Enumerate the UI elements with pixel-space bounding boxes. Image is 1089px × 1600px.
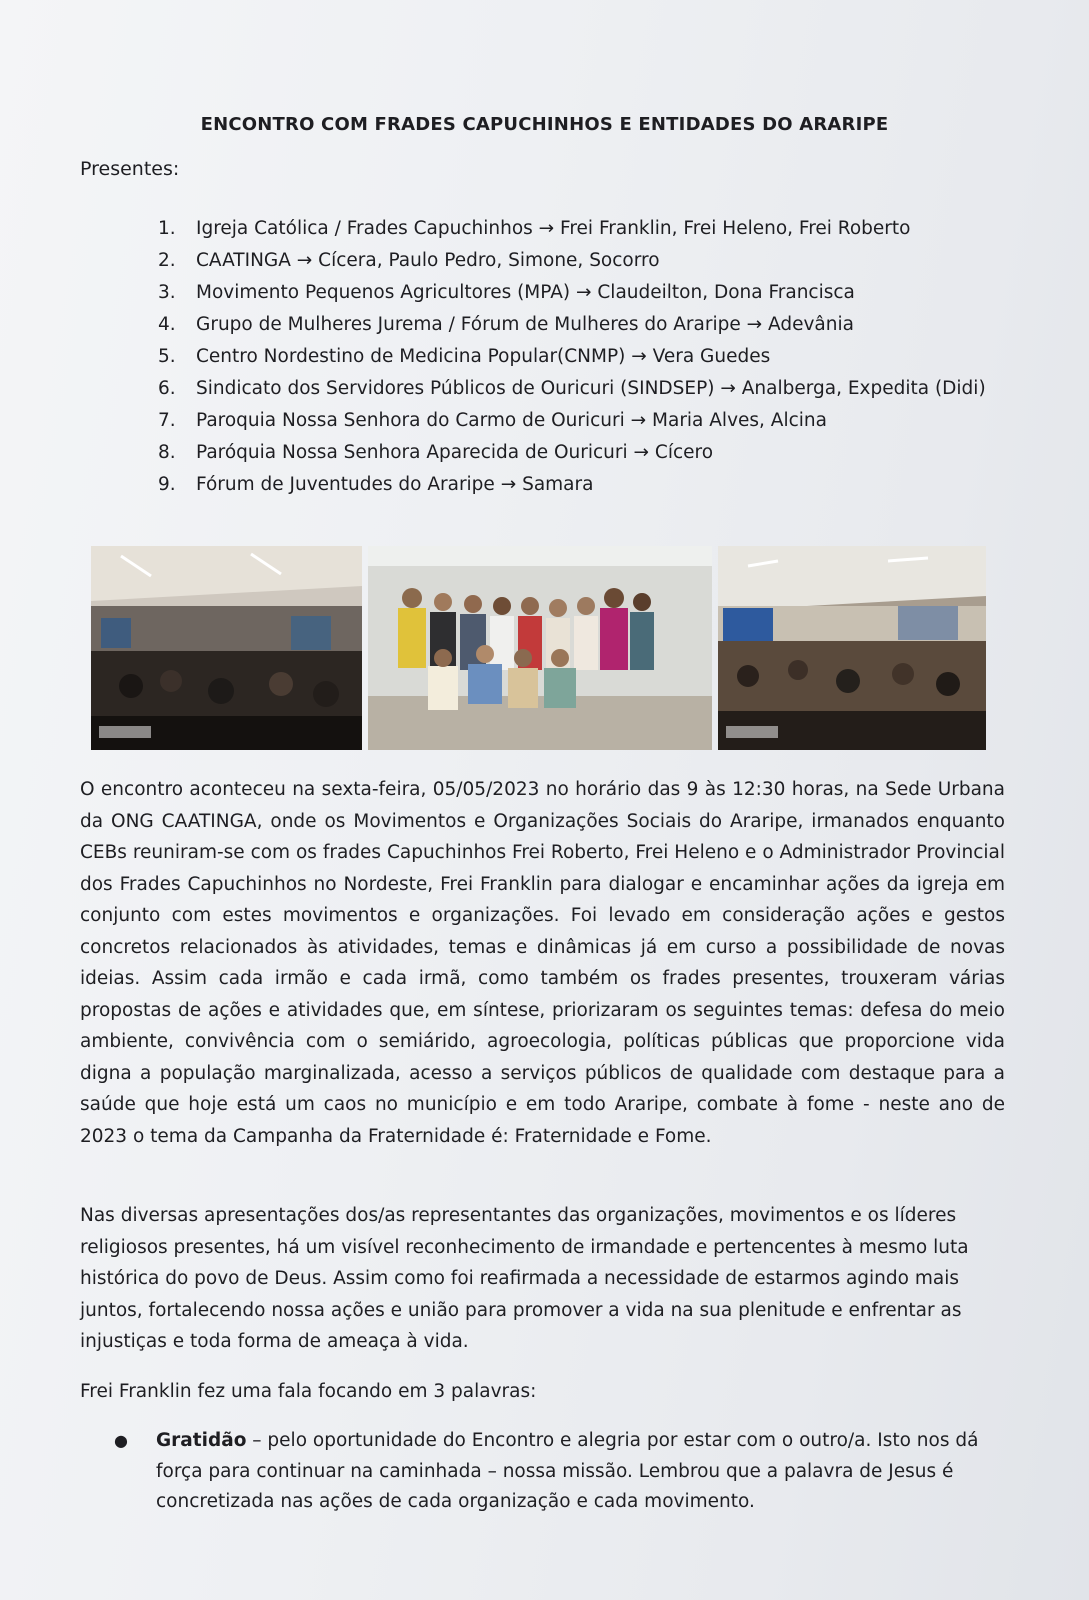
photo-strip [91, 546, 986, 750]
list-item: 4. Grupo de Mulheres Jurema / Fórum de Mulheres do Araripe → Adevânia [158, 314, 854, 335]
list-item: 9. Fórum de Juventudes do Araripe → Samara [158, 474, 594, 495]
meeting-room-photo [91, 546, 362, 750]
list-item: 5. Centro Nordestino de Medicina Popular(CNMP) → Vera Guedes [158, 346, 771, 367]
presentes-label: Presentes: [80, 158, 180, 180]
list-item [114, 1426, 1004, 1518]
list-item: 6. Sindicato dos Servidores Públicos de Ouricuri (SINDSEP) → Analberga, Expedita (Didi) [158, 378, 986, 399]
bullet-text: – pelo oportunidade do Encontro e alegria por estar com o outro/a. Isto nos dá força para continuar na caminhada – nossa missão. Lembrou que a palavra de Jesus é concretizada nas ações de cada organização e cada movimento. [156, 1430, 979, 1512]
list-item: 1. Igreja Católica / Frades Capuchinhos → Frei Franklin, Frei Heleno, Frei Roberto [158, 218, 911, 239]
paragraph-meeting-summary: O encontro aconteceu na sexta-feira, 05/05/2023 no horário das 9 às 12:30 horas, na Sede Urbana da ONG CAATINGA, onde os Movimentos e Organizações Sociais do Araripe, irmanados enquanto CEBs reuniram-se com os frades Capuchinhos Frei Roberto, Frei Heleno e o Administrador Provincial dos Frades Capuchinhos no Nordeste, Frei Franklin para dialogar e encaminhar ações da igreja em conjunto com estes movimentos e organizações. Foi levado em consideração ações e gestos concretos relacionados às atividades, temas e dinâmicas já em curso a possibilidade de novas ideias. Assim cada irmão e cada irmã, como também os frades presentes, trouxeram várias propostas de ações e atividades que, em síntese, priorizaram os seguintes temas: defesa do meio ambiente, convivência com o semiárido, agroecologia, políticas públicas que proporcione vida digna a população marginalizada, acesso a serviços públicos de qualidade com destaque para a saúde que hoje está um caos no município e em todo Araripe, combate à fome - neste ano de 2023 o tema da Campanha da Fraternidade é: Fraternidade e Fome. [80, 779, 1005, 1147]
list-item: 3. Movimento Pequenos Agricultores (MPA) → Claudeilton, Dona Francisca [158, 282, 855, 303]
meeting-hall-photo [718, 546, 986, 750]
attendee-list [158, 214, 988, 502]
paragraph-frei-franklin: Frei Franklin fez uma fala focando em 3 palavras: [80, 1381, 537, 1402]
document-title: ENCONTRO COM FRADES CAPUCHINHOS E ENTIDADES DO ARARIPE [200, 114, 889, 135]
list-item: 7. Paroquia Nossa Senhora do Carmo de Ouricuri → Maria Alves, Alcina [158, 410, 827, 431]
paragraph-presentations: Nas diversas apresentações dos/as representantes das organizações, movimentos e os líderes religiosos presentes, há um visível reconhecimento de irmandade e pertencentes à mesmo luta histórica do povo de Deus. Assim como foi reafirmada a necessidade de estarmos agindo mais juntos, fortalecendo nossa ações e união para promover a vida na sua plenitude e enfrentar as injustiças e toda forma de ameaça à vida. [80, 1205, 969, 1352]
bullet-icon: ● [114, 1431, 128, 1450]
list-item: 2. CAATINGA → Cícera, Paulo Pedro, Simone, Socorro [158, 250, 660, 271]
bullet-list [114, 1426, 1004, 1518]
list-item: 8. Paróquia Nossa Senhora Aparecida de Ouricuri → Cícero [158, 442, 714, 463]
bullet-term: Gratidão [156, 1430, 247, 1451]
group-photo [368, 546, 712, 750]
